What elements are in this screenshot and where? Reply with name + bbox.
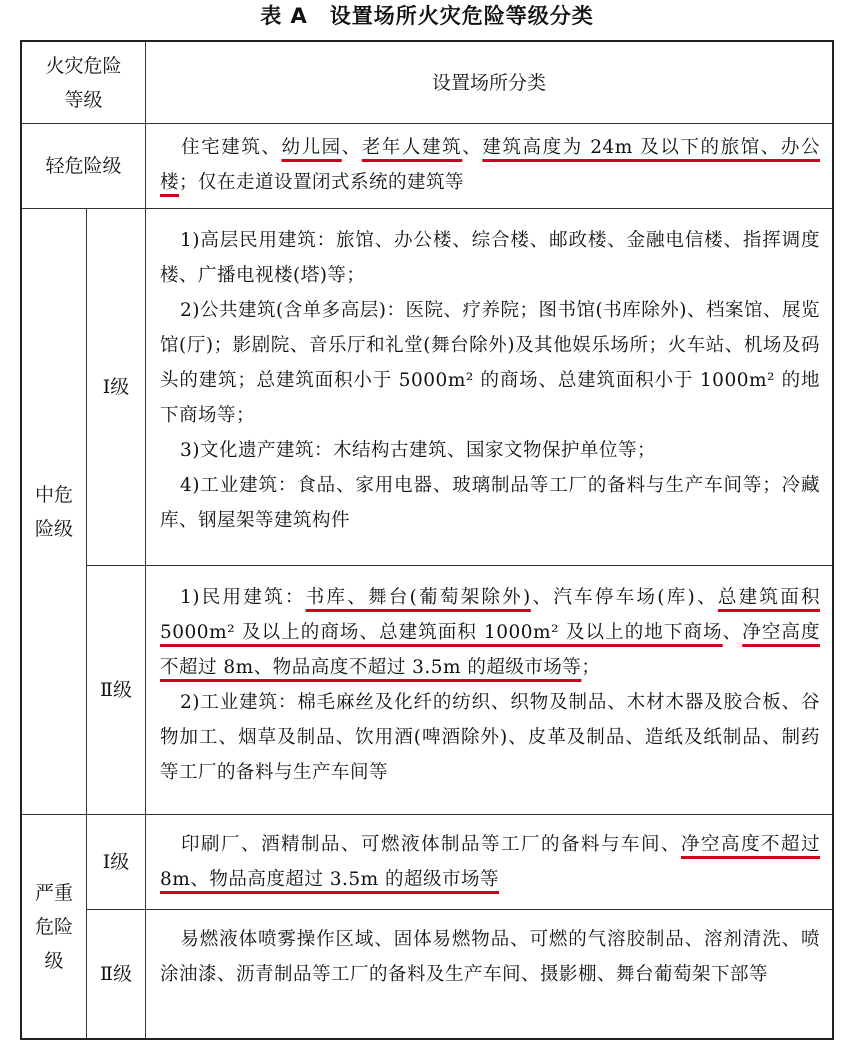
fire-hazard-table bbox=[20, 40, 834, 1040]
medium-grade1-content bbox=[160, 223, 820, 538]
severe-hazard-label bbox=[22, 815, 86, 1038]
text-segment: 、 bbox=[341, 137, 362, 158]
header-level-line2: 等级 bbox=[64, 88, 103, 111]
severe-label-line3: 级 bbox=[44, 949, 64, 972]
paragraph bbox=[160, 468, 820, 538]
text-segment: 、汽车停车场(库)、 bbox=[530, 587, 718, 608]
text-segment: 、 bbox=[462, 137, 483, 158]
severe-grade1-content bbox=[160, 827, 820, 897]
header-level bbox=[22, 42, 145, 123]
text-segment: 印刷厂、酒精制品、可燃液体制品等工厂的备料与车间、 bbox=[180, 834, 681, 855]
medium-grade2-label: Ⅱ级 bbox=[100, 679, 132, 701]
header-category: 设置场所分类 bbox=[431, 71, 546, 94]
row-divider bbox=[86, 565, 832, 566]
paragraph bbox=[160, 580, 820, 685]
row-divider bbox=[86, 909, 832, 910]
text-segment: ；仅在走道设置闭式系统的建筑等 bbox=[179, 172, 465, 193]
text-segment: 4)工业建筑：食品、家用电器、玻璃制品等工厂的备料与生产车间等；冷藏库、钢屋架等建筑构件 bbox=[160, 475, 820, 531]
text-segment: 、 bbox=[722, 622, 743, 643]
severe-label-line1: 严重 bbox=[34, 881, 73, 904]
paragraph bbox=[160, 685, 820, 790]
severe-grade2-label: Ⅱ级 bbox=[100, 963, 132, 985]
medium-label-line2: 险级 bbox=[34, 517, 73, 540]
table-number: 表 A bbox=[260, 4, 308, 28]
text-segment: 1)高层民用建筑：旅馆、办公楼、综合楼、邮政楼、金融电信楼、指挥调度楼、广播电视楼(塔)等； bbox=[160, 230, 820, 286]
medium-hazard-label bbox=[22, 209, 86, 814]
severe-grade2-content bbox=[160, 922, 820, 992]
text-segment: 3)文化遗产建筑：木结构古建筑、国家文物保护单位等； bbox=[180, 440, 656, 461]
column-divider bbox=[145, 42, 146, 1038]
medium-label-line1: 中危 bbox=[34, 483, 73, 506]
text-segment: ； bbox=[581, 657, 601, 678]
underlined-text: 幼儿园 bbox=[281, 137, 342, 158]
medium-grade1-label: Ⅰ级 bbox=[102, 376, 130, 398]
underlined-text: 净空高度不超过 8m、物品高度超过 3.5m 的超级市场等 bbox=[160, 834, 820, 890]
paragraph bbox=[160, 433, 820, 468]
text-segment: 1)民用建筑： bbox=[180, 587, 306, 608]
header-level-line1: 火灾危险 bbox=[45, 54, 122, 77]
underlined-text: 净空高度不超过 8m、物品高度不超过 3.5m 的超级市场等 bbox=[160, 622, 820, 678]
underlined-text: 总建筑面积 5000m² 及以上的商场、总建筑面积 1000m² 及以上的地下商场 bbox=[160, 587, 820, 643]
text-segment: 2)公共建筑(含单多高层)：医院、疗养院；图书馆(书库除外)、档案馆、展览馆(厅)；影剧院、音乐厅和礼堂(舞台除外)及其他娱乐场所；火车站、机场及码头的建筑；总建筑面积小于 5000m² 的商场、总建筑面积小于 1000m² 的地下商场等； bbox=[160, 300, 820, 426]
light-hazard-content bbox=[160, 130, 820, 200]
underlined-text: 老年人建筑 bbox=[361, 137, 463, 158]
table-caption bbox=[0, 2, 854, 30]
text-segment: 住宅建筑、 bbox=[180, 137, 282, 158]
underlined-text: 建筑高度为 24m 及以下的旅馆、办公楼 bbox=[160, 137, 820, 193]
paragraph bbox=[160, 293, 820, 433]
text-segment: 2)工业建筑：棉毛麻丝及化纤的纺织、织物及制品、木材木器及胶合板、谷物加工、烟草及制品、饮用酒(啤酒除外)、皮革及制品、造纸及纸制品、制药等工厂的备料与生产车间等 bbox=[160, 692, 820, 783]
underlined-text: 书库、舞台(葡萄架除外) bbox=[305, 587, 531, 608]
table-title: 设置场所火灾危险等级分类 bbox=[329, 4, 594, 28]
severe-grade1-label: Ⅰ级 bbox=[102, 851, 130, 873]
paragraph bbox=[160, 223, 820, 293]
light-hazard-label: 轻危险级 bbox=[45, 155, 122, 177]
text-segment: 易燃液体喷雾操作区域、固体易燃物品、可燃的气溶胶制品、溶剂清洗、喷涂油漆、沥青制品等工厂的备料及生产车间、摄影棚、舞台葡萄架下部等 bbox=[160, 929, 820, 985]
severe-label-line2: 危险 bbox=[34, 915, 73, 938]
medium-grade2-content bbox=[160, 580, 820, 790]
